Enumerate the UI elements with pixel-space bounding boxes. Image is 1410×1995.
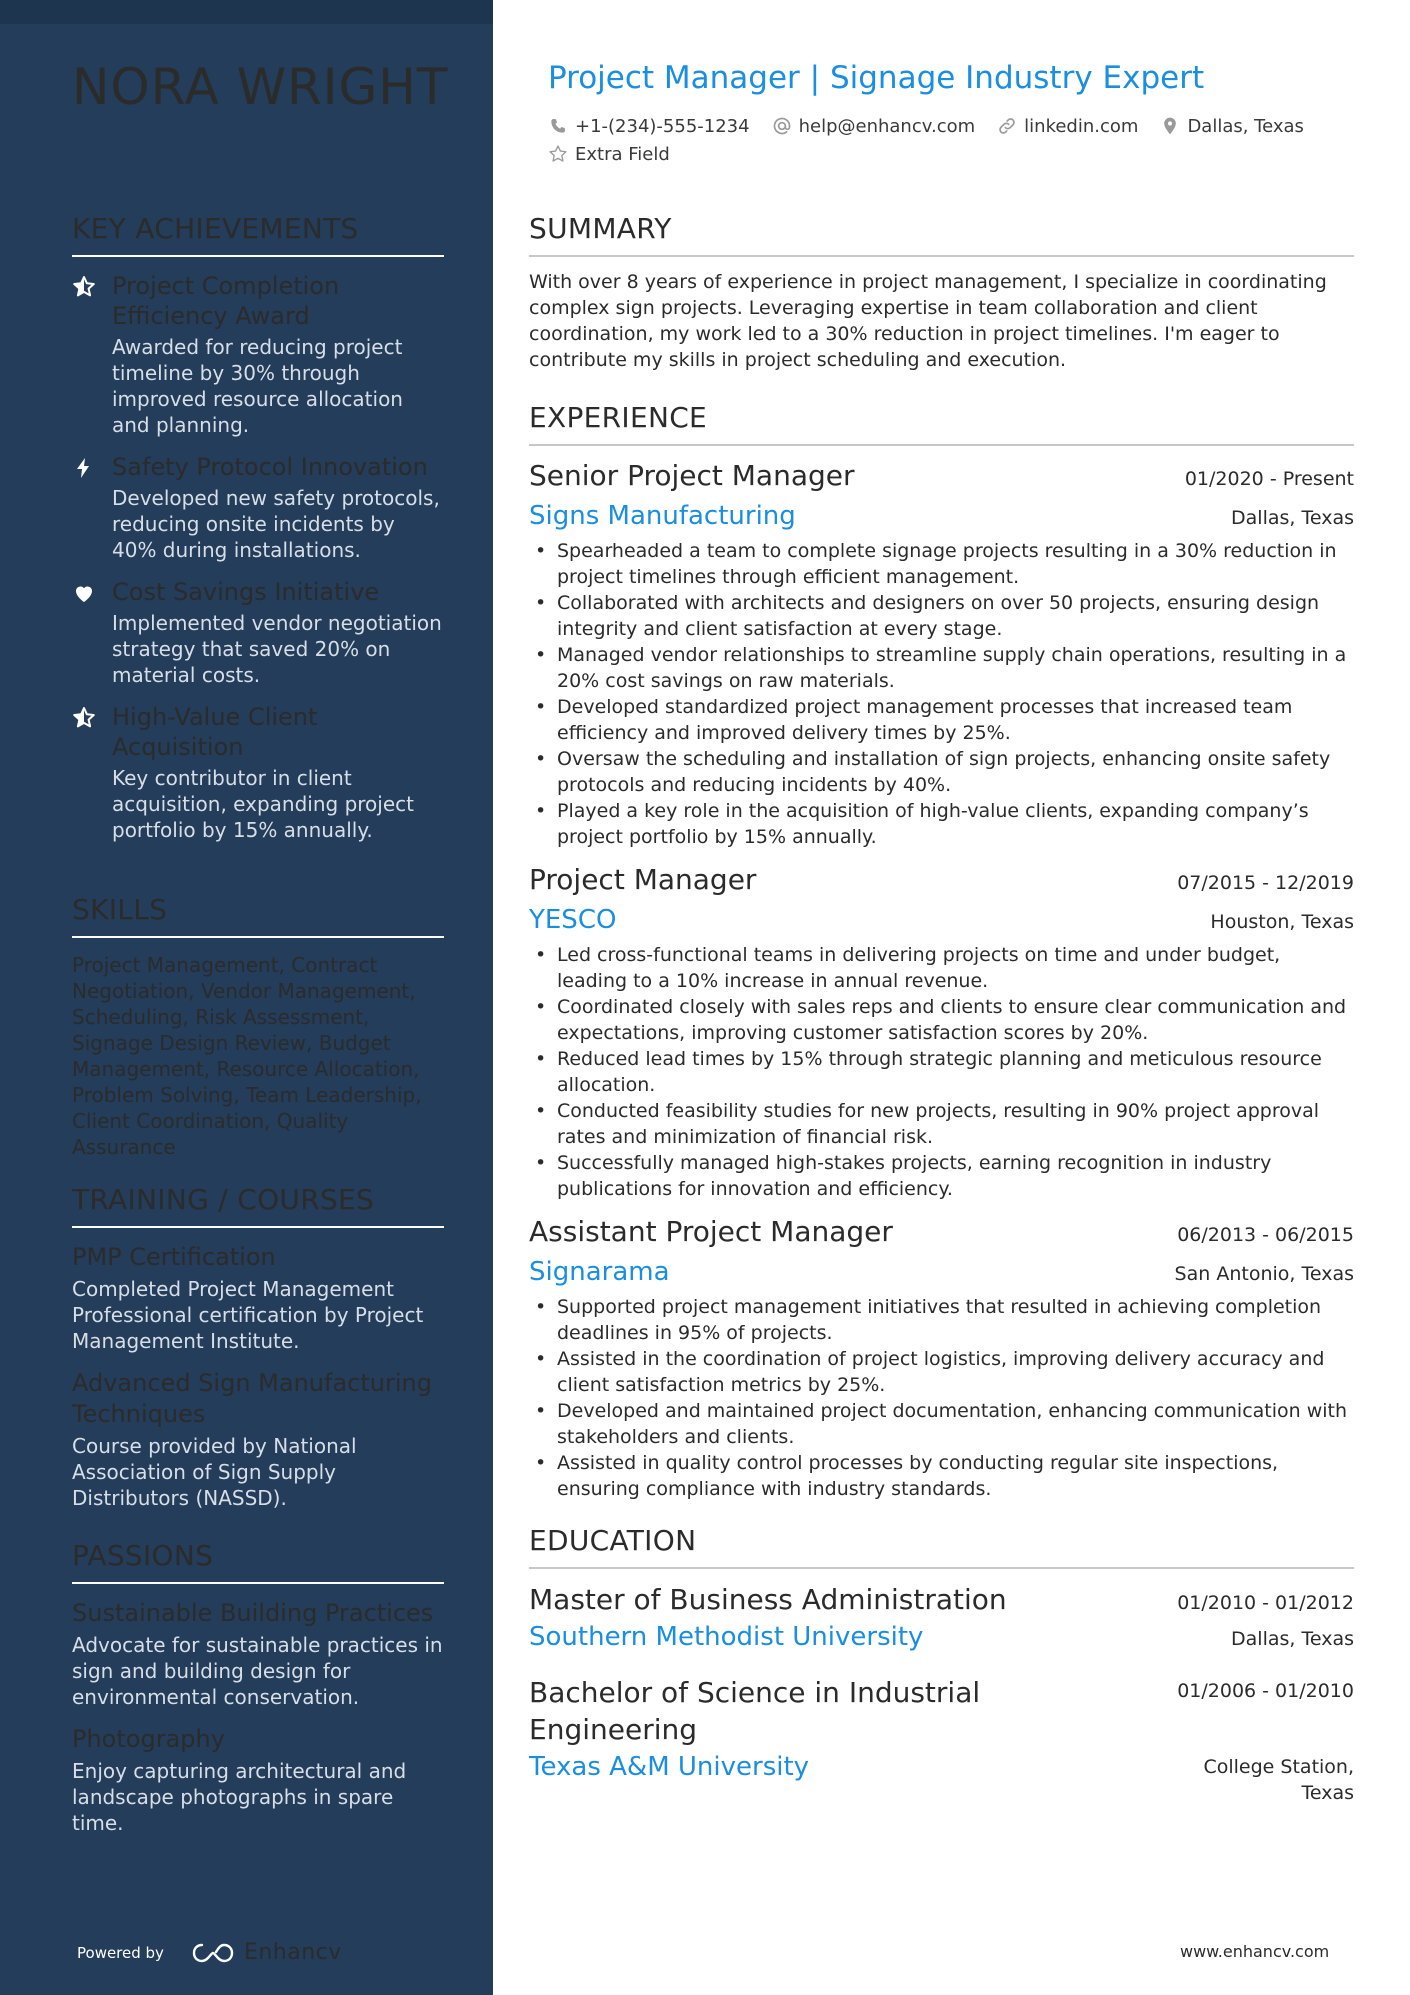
course-description: Course provided by National Association of Sign Supply Distributors (NASSD). bbox=[72, 1434, 357, 1510]
job-title: Project Manager bbox=[529, 863, 757, 896]
job-title: Assistant Project Manager bbox=[529, 1215, 893, 1248]
achievement-title: Safety Protocol Innovation bbox=[112, 453, 428, 481]
achievement-title: Cost Savings Initiative bbox=[112, 578, 380, 606]
achievement-description: Awarded for reducing project timeline by 30% through improved resource allocation and planning. bbox=[112, 335, 403, 437]
job-bullet: • Developed standardized project management processes that increased team efficiency and improved delivery times by 25%. bbox=[529, 694, 1354, 746]
enhancv-brand-name: Enhancv bbox=[243, 1940, 342, 1965]
job-bullet: • Collaborated with architects and designers on over 50 projects, ensuring design integrity and client satisfaction at every stage. bbox=[529, 590, 1354, 642]
bolt-icon bbox=[72, 452, 112, 563]
achievement-title: High-Value Client Acquisition bbox=[112, 703, 318, 761]
job-bullet: • Supported project management initiatives that resulted in achieving completion deadlines in 95% of projects. bbox=[529, 1294, 1354, 1346]
education-entry bbox=[529, 1674, 1354, 1806]
passions-heading: PASSIONS bbox=[72, 1539, 444, 1584]
passion-item bbox=[72, 1598, 444, 1710]
powered-by-label: Powered by bbox=[77, 1943, 164, 1962]
school-name: Texas A&M University bbox=[529, 1752, 810, 1782]
skills-section bbox=[72, 893, 444, 1160]
job-company: Signarama bbox=[529, 1257, 670, 1287]
job-bullets bbox=[529, 942, 1354, 1202]
achievement-item bbox=[72, 271, 444, 438]
job-bullet: • Led cross-functional teams in delivering projects on time and under budget, leading to a 10% increase in annual revenue. bbox=[529, 942, 1354, 994]
email-text: help@enhancv.com bbox=[798, 115, 976, 137]
candidate-name: NORA WRIGHT bbox=[72, 58, 449, 116]
star-outline-icon bbox=[548, 144, 568, 164]
passion-title: Photography bbox=[72, 1725, 225, 1753]
summary-text: With over 8 years of experience in project management, I specialize in coordinating complex sign projects. Leveraging expertise in team collaboration and client coordination, my work led to a 30% reduction in project timelines. I'm eager to contribute my skills in project scheduling and execution. bbox=[529, 271, 1327, 371]
enhancv-website-link[interactable]: www.enhancv.com bbox=[1180, 1942, 1330, 1961]
job-bullets bbox=[529, 1294, 1354, 1502]
training-heading: TRAINING / COURSES bbox=[72, 1183, 444, 1228]
powered-by bbox=[77, 1940, 342, 1965]
contact-linkedin[interactable] bbox=[997, 116, 1138, 137]
contact-location bbox=[1160, 116, 1304, 137]
headline: Project Manager | Signage Industry Expert bbox=[548, 60, 1205, 96]
education-entry bbox=[529, 1581, 1354, 1656]
job-location: Houston, Texas bbox=[1210, 911, 1354, 933]
job-bullet: • Conducted feasibility studies for new projects, resulting in 90% project approval rates and minimization of financial risk. bbox=[529, 1098, 1354, 1150]
achievement-description: Implemented vendor negotiation strategy that saved 20% on material costs. bbox=[112, 611, 442, 687]
education-location: College Station, Texas bbox=[1203, 1756, 1354, 1804]
skills-list: Project Management, Contract Negotiation, Vendor Management, Scheduling, Risk Assessment, Signage Design Review, Budget Management, Resource Allocation, Problem Solving, Team Leadership, Client Coordination, Quality Assurance bbox=[72, 953, 422, 1159]
job-title: Senior Project Manager bbox=[529, 459, 855, 492]
job-location: Dallas, Texas bbox=[1231, 507, 1354, 529]
link-icon bbox=[997, 116, 1017, 136]
job-entry bbox=[529, 860, 1354, 1202]
job-dates: 01/2020 - Present bbox=[1184, 468, 1354, 490]
location-pin-icon bbox=[1160, 116, 1180, 136]
course-title: Advanced Sign Manufacturing Techniques bbox=[72, 1369, 432, 1428]
passion-item bbox=[72, 1724, 444, 1836]
passion-description: Advocate for sustainable practices in sign and building design for environmental conservation. bbox=[72, 1633, 443, 1709]
job-bullet: • Coordinated closely with sales reps and clients to ensure clear communication and expectations, improving customer satisfaction scores by 20%. bbox=[529, 994, 1354, 1046]
linkedin-text: linkedin.com bbox=[1024, 115, 1139, 137]
degree-title: Master of Business Administration bbox=[529, 1583, 1007, 1616]
job-bullet: • Reduced lead times by 15% through strategic planning and meticulous resource allocation. bbox=[529, 1046, 1354, 1098]
course-item bbox=[72, 1242, 444, 1354]
achievement-description: Key contributor in client acquisition, expanding project portfolio by 15% annually. bbox=[112, 766, 414, 842]
at-icon bbox=[772, 116, 792, 136]
enhancv-logo[interactable] bbox=[190, 1940, 342, 1965]
education-dates: 01/2006 - 01/2010 bbox=[1177, 1680, 1354, 1702]
job-company: YESCO bbox=[529, 905, 617, 935]
heart-icon bbox=[72, 577, 112, 688]
location-text: Dallas, Texas bbox=[1187, 115, 1304, 137]
job-dates: 07/2015 - 12/2019 bbox=[1177, 872, 1354, 894]
job-bullet: • Oversaw the scheduling and installation of sign projects, enhancing onsite safety protocols and reducing incidents by 40%. bbox=[529, 746, 1354, 798]
skills-heading: SKILLS bbox=[72, 893, 444, 938]
degree-title: Bachelor of Science in Industrial Engineering bbox=[529, 1676, 981, 1746]
contact-info bbox=[548, 112, 1348, 168]
education-location: Dallas, Texas bbox=[1231, 1628, 1354, 1650]
contact-phone bbox=[548, 116, 750, 137]
job-bullet: • Assisted in the coordination of project logistics, improving delivery accuracy and client satisfaction metrics by 25%. bbox=[529, 1346, 1354, 1398]
job-bullet: • Successfully managed high-stakes projects, earning recognition in industry publications for innovation and efficiency. bbox=[529, 1150, 1354, 1202]
job-bullet: • Played a key role in the acquisition of high-value clients, expanding company’s project portfolio by 15% annually. bbox=[529, 798, 1354, 850]
job-location: San Antonio, Texas bbox=[1174, 1263, 1354, 1285]
education-heading: EDUCATION bbox=[529, 1524, 1354, 1569]
course-item bbox=[72, 1368, 444, 1511]
phone-text: +1-(234)-555-1234 bbox=[575, 115, 750, 137]
job-bullet: • Developed and maintained project documentation, enhancing communication with stakeholders and clients. bbox=[529, 1398, 1354, 1450]
school-name: Southern Methodist University bbox=[529, 1622, 924, 1652]
education-dates: 01/2010 - 01/2012 bbox=[1177, 1592, 1354, 1614]
phone-icon bbox=[548, 116, 568, 136]
passion-title: Sustainable Building Practices bbox=[72, 1599, 434, 1627]
achievement-title: Project Completion Efficiency Award bbox=[112, 272, 340, 330]
key-achievements-section bbox=[72, 212, 444, 843]
job-bullet: • Managed vendor relationships to streamline supply chain operations, resulting in a 20% cost savings on raw materials. bbox=[529, 642, 1354, 694]
sidebar-top-bar bbox=[0, 0, 493, 24]
course-title: PMP Certification bbox=[72, 1243, 276, 1271]
job-entry bbox=[529, 1212, 1354, 1502]
summary-section bbox=[529, 212, 1354, 373]
extra-field-text: Extra Field bbox=[575, 143, 670, 165]
achievement-item bbox=[72, 452, 444, 563]
contact-extra-field bbox=[548, 144, 670, 165]
job-bullets bbox=[529, 538, 1354, 850]
key-achievements-heading: KEY ACHIEVEMENTS bbox=[72, 212, 444, 257]
job-company: Signs Manufacturing bbox=[529, 501, 796, 531]
contact-email[interactable] bbox=[772, 116, 976, 137]
course-description: Completed Project Management Professional certification by Project Management Institute. bbox=[72, 1277, 424, 1353]
enhancv-infinity-icon bbox=[190, 1941, 236, 1965]
job-bullet: • Assisted in quality control processes by conducting regular site inspections, ensuring compliance with industry standards. bbox=[529, 1450, 1354, 1502]
achievement-description: Developed new safety protocols, reducing onsite incidents by 40% during installations. bbox=[112, 486, 440, 562]
job-entry bbox=[529, 456, 1354, 850]
achievement-item bbox=[72, 577, 444, 688]
job-dates: 06/2013 - 06/2015 bbox=[1177, 1224, 1354, 1246]
education-section bbox=[529, 1524, 1354, 1806]
passion-description: Enjoy capturing architectural and landscape photographs in spare time. bbox=[72, 1759, 407, 1835]
achievement-item bbox=[72, 702, 444, 843]
passions-section bbox=[72, 1539, 444, 1836]
job-bullet: • Spearheaded a team to complete signage projects resulting in a 30% reduction in project timelines through efficient management. bbox=[529, 538, 1354, 590]
star-half-icon bbox=[72, 702, 112, 843]
experience-section bbox=[529, 401, 1354, 1502]
experience-heading: EXPERIENCE bbox=[529, 401, 1354, 446]
summary-heading: SUMMARY bbox=[529, 212, 1354, 257]
training-section bbox=[72, 1183, 444, 1511]
star-half-icon bbox=[72, 271, 112, 438]
